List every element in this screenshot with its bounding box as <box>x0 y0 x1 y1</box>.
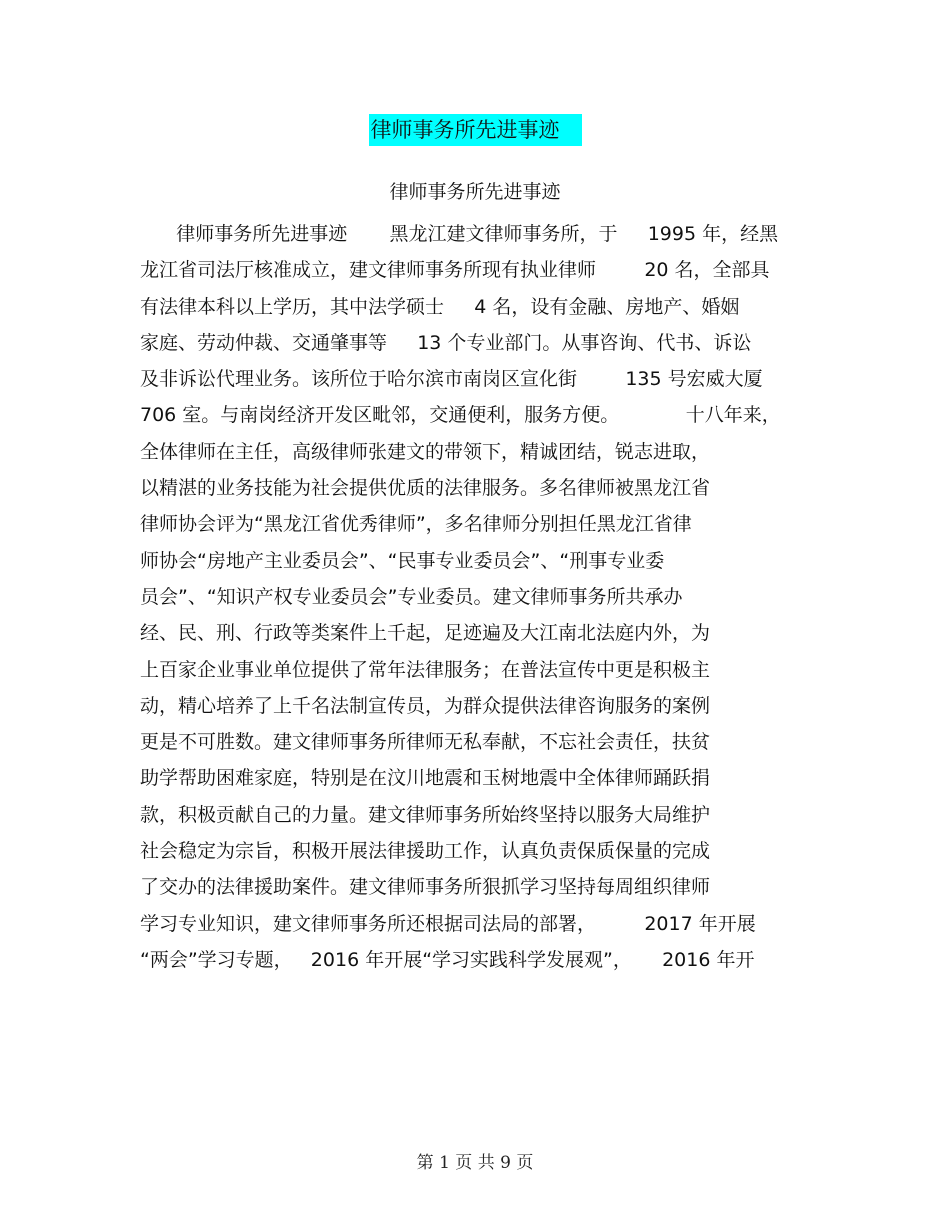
body-line: 动，精心培养了上千名法制宣传员，为群众提供法律咨询服务的案例 <box>140 694 711 717</box>
body-line: 社会稳定为宗旨，积极开展法律援助工作，认真负责保质保量的完成 <box>140 840 711 863</box>
body-line: 家庭、劳动仲裁、交通肇事等 13 个专业部门。从事咨询、代书、诉讼 <box>140 331 752 354</box>
body-line: 全体律师在主任，高级律师张建文的带领下，精诚团结，锐志进取， <box>140 440 711 463</box>
body-line: 更是不可胜数。建文律师事务所律师无私奉献，不忘社会责任，扶贫 <box>140 731 711 754</box>
document-title: 律师事务所先进事迹 <box>369 114 582 146</box>
body-line: 律师协会评为“黑龙江省优秀律师”，多名律师分别担任黑龙江省律 <box>140 513 692 536</box>
body-line: 龙江省司法厅核准成立，建文律师事务所现有执业律师 20 名，全部具 <box>140 259 770 282</box>
body-line: 助学帮助困难家庭，特别是在汶川地震和玉树地震中全体律师踊跃捐 <box>140 767 711 790</box>
body-line: 员会”、“知识产权专业委员会”专业委员。建文律师事务所共承办 <box>140 585 683 608</box>
body-line: 律师事务所先进事迹 黑龙江建文律师事务所，于 1995 年，经黑 <box>140 223 779 245</box>
body-line: 及非诉讼代理业务。该所位于哈尔滨市南岗区宣化街 135 号宏威大厦 <box>140 368 763 391</box>
body-line: 有法律本科以上学历，其中法学硕士 4 名，设有金融、房地产、婚姻 <box>140 295 740 318</box>
body-line: 经、民、刑、行政等类案件上千起，足迹遍及大江南北法庭内外，为 <box>140 622 711 645</box>
body-line: 706 室。与南岗经济开发区毗邻，交通便利，服务方便。 十八年来， <box>140 404 781 427</box>
body-line: “两会”学习专题， 2016 年开展“学习实践科学发展观”， 2016 年开 <box>140 948 755 971</box>
body-line: 上百家企业事业单位提供了常年法律服务；在普法宣传中更是积极主 <box>140 658 711 681</box>
body-line: 学习专业知识，建文律师事务所还根据司法局的部署， 2017 年开展 <box>140 912 756 935</box>
document-subtitle: 律师事务所先进事迹 <box>389 181 561 203</box>
title-container <box>0 114 950 146</box>
document-body <box>140 216 820 978</box>
body-line: 了交办的法律援助案件。建文律师事务所狠抓学习坚持每周组织律师 <box>140 876 711 899</box>
body-line: 以精湛的业务技能为社会提供优质的法律服务。多名律师被黑龙江省 <box>140 477 711 500</box>
body-line: 师协会“房地产主业委员会”、“民事专业委员会”、“刑事专业委 <box>140 549 665 572</box>
page-footer: 第 1 页 共 9 页 <box>416 1153 534 1173</box>
body-line: 款，积极贡献自己的力量。建文律师事务所始终坚持以服务大局维护 <box>140 803 711 826</box>
